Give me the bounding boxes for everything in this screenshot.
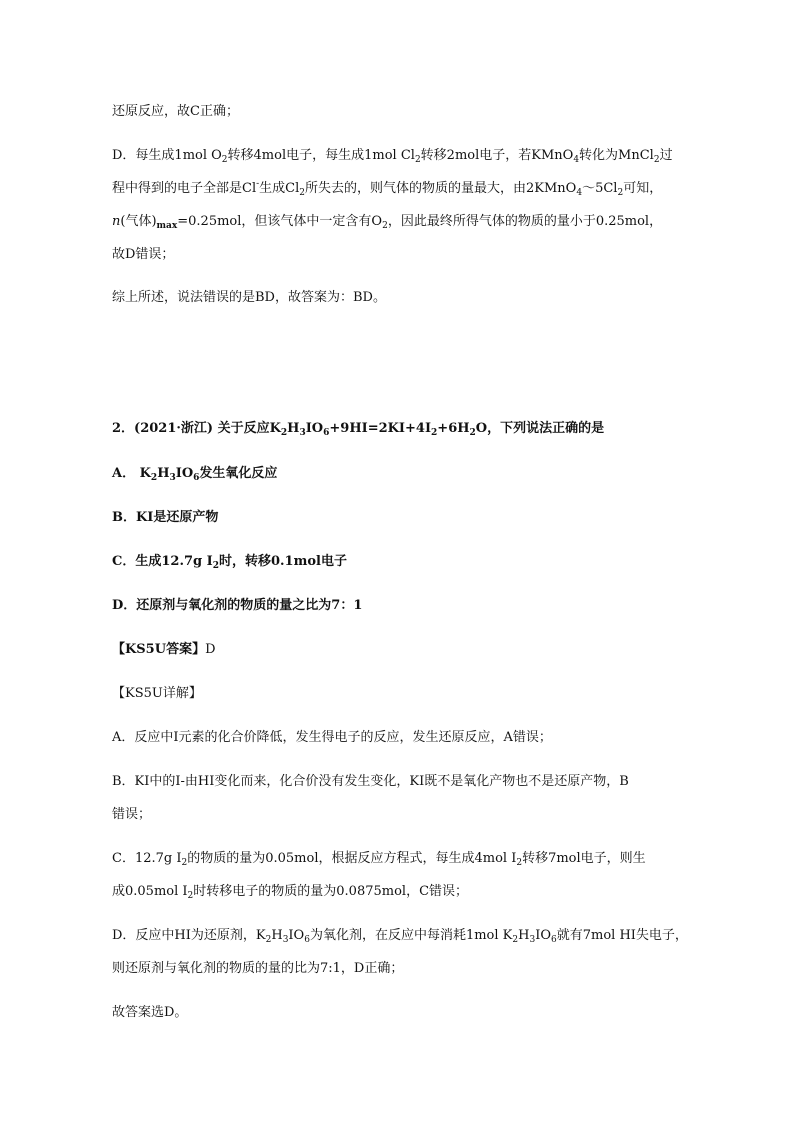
detail-heading: 【KS5U详解】 <box>112 686 202 701</box>
prev-summary: 综上所述，说法错误的是BD，故答案为：BD。 <box>112 290 386 305</box>
explain-c-line1: C．12.7g $I_2$的物质的量为0.05mol，根据反应方程式，每生成4mol $I_2$转移7mol电子，则生 <box>112 851 646 868</box>
prev-option-d-line3: n(气体)$_{max}=0.25mol$，但该气体中一定含有$O_2$，因此最终所得气体的物质的量小于0.25mol， <box>112 214 663 231</box>
option-d: D．还原剂与氧化剂的物质的量之比为7：1 <box>112 598 363 613</box>
option-b: B．KI是还原产物 <box>112 510 219 525</box>
question-2-stem: 2．(2021·浙江) 关于反应$K_2H_3IO_6+9HI=2KI+4I_2+6H_2O$，下列说法正确的是 <box>112 421 605 438</box>
explain-c-line2: 成0.05mol $I_2$时转移电子的物质的量为0.0875mol，C错误； <box>112 884 469 901</box>
explain-b-line1: B．KI中的I-由HI变化而来，化合价没有发生变化，KI既不是氧化产物也不是还原产物，B <box>112 774 629 789</box>
explain-a: A．反应中I元素的化合价降低，发生得电子的反应，发生还原反应，A错误； <box>112 730 552 745</box>
prev-option-c-tail: 还原反应，故C正确； <box>112 104 239 119</box>
explain-d-line2: 则还原剂与氧化剂的物质的量的比为7:1，D正确； <box>112 961 404 976</box>
explain-b-line2: 错误； <box>112 807 152 822</box>
prev-option-d-line2: 程中得到的电子全部是Cl-生成$Cl_2$所失去的，则气体的物质的量最大，由$2KMnO_4\sim 5Cl_2$可知， <box>112 179 663 198</box>
prev-option-d-line1: D．每生成1mol $O_2$转移4mol电子，每生成1mol $Cl_2$转移2mol电子，若KMnO$_4$转化为MnCl$_2$过 <box>112 148 673 165</box>
prev-option-d-line4: 故D错误； <box>112 247 175 262</box>
option-c: C．生成12.7g $I_2$时，转移0.1mol电子 <box>112 554 347 571</box>
final-answer: 故答案选D。 <box>112 1005 188 1020</box>
answer: 【KS5U答案】D <box>112 642 216 657</box>
explain-d-line1: D．反应中HI为还原剂，$K_2H_3IO_6$为氧化剂，在反应中每消耗1mol $K_2H_3IO_6$就有7mol HI失电子， <box>112 928 688 945</box>
option-a: A． $K_2H_3IO_6$发生氧化反应 <box>112 466 278 483</box>
